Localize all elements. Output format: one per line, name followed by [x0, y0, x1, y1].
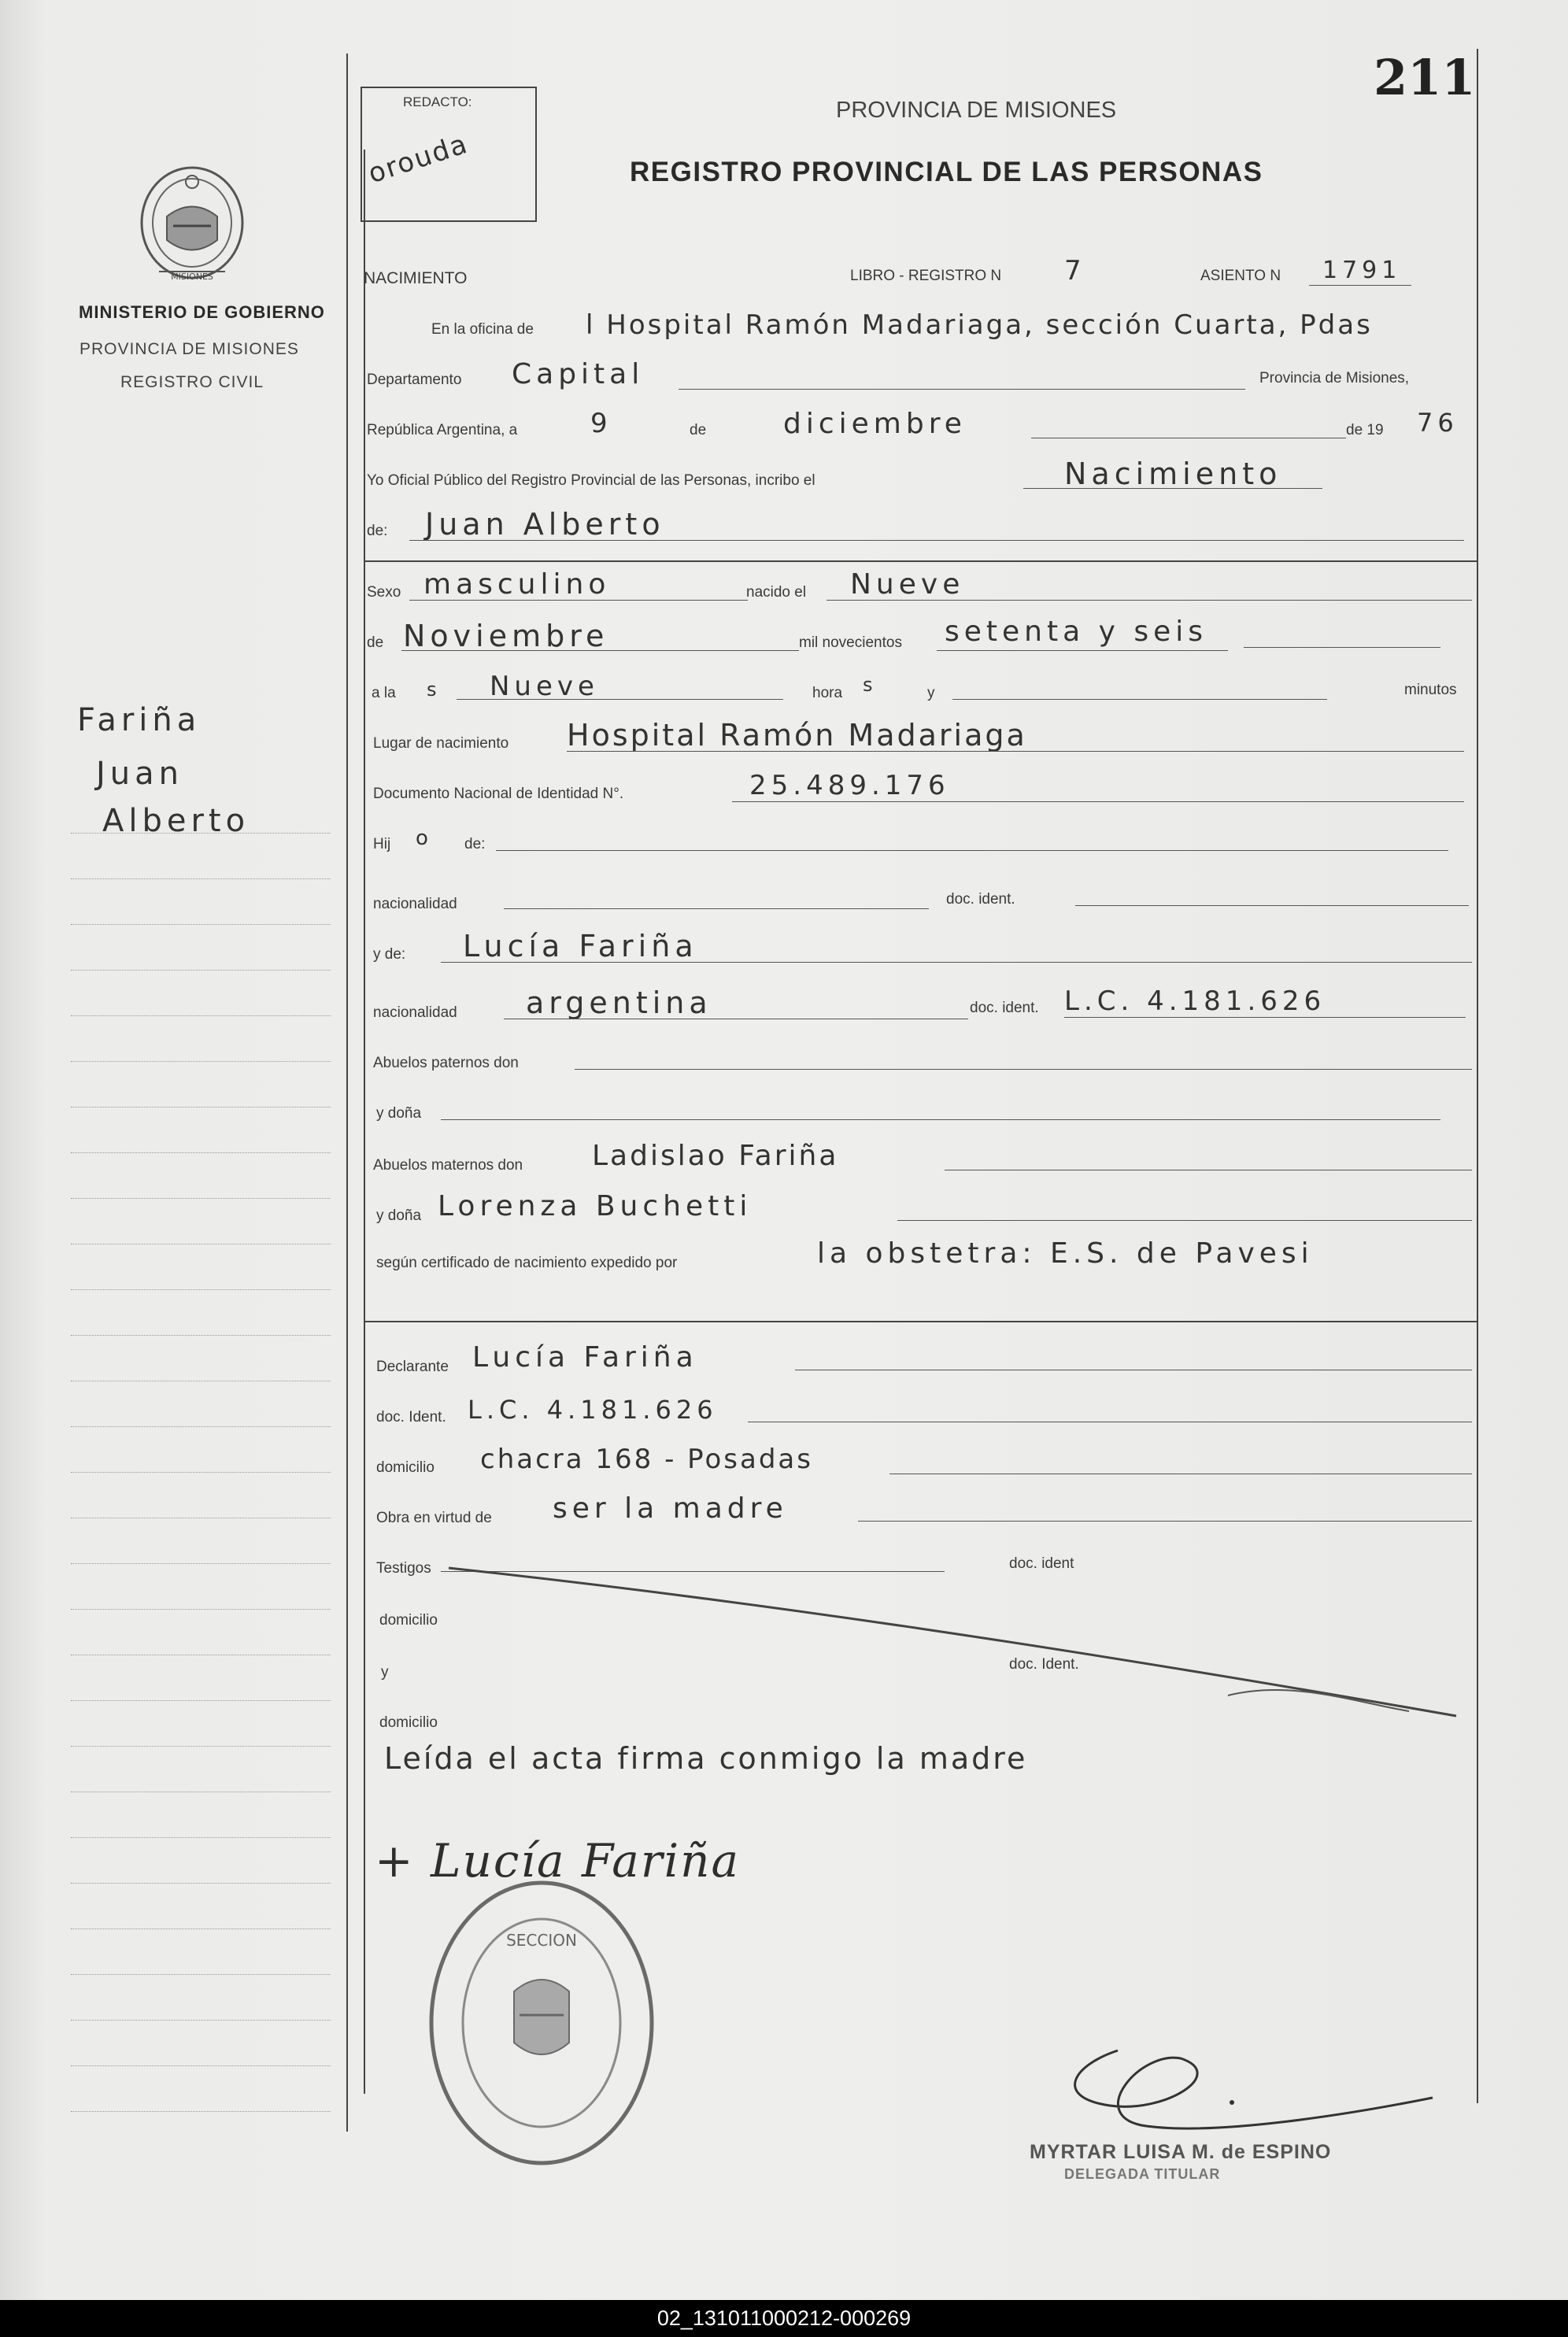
margin-second-name: Alberto: [102, 803, 250, 839]
redacto-box: [361, 87, 537, 222]
nacido-value: Nueve: [850, 568, 965, 601]
abuelos-mat-label: Abuelos maternos don: [373, 1157, 523, 1174]
declarante-label: Declarante: [376, 1359, 449, 1375]
hijo-de-label: de:: [464, 836, 486, 852]
left-margin-rule: [346, 54, 348, 2132]
obra-value: ser la madre: [553, 1492, 788, 1525]
ministry-province: PROVINCIA DE MISIONES: [80, 340, 299, 358]
nombre-value: Juan Alberto: [425, 507, 665, 542]
asiento-value: 1791: [1322, 257, 1402, 284]
oficina-label: En la oficina de: [431, 321, 534, 338]
lugar-value: Hospital Ramón Madariaga: [567, 718, 1027, 752]
hijo-label: Hij: [373, 836, 391, 852]
province-heading: PROVINCIA DE MISIONES: [836, 98, 1117, 123]
de-mes-label: de: [367, 634, 384, 651]
nacionalidad-label: nacionalidad: [373, 896, 457, 912]
mil-label: mil novecientos: [799, 634, 902, 651]
redacto-label: REDACTO:: [403, 94, 472, 109]
abuela-mat-value: Lorenza Buchetti: [438, 1190, 753, 1222]
dni-label: Documento Nacional de Identidad N°.: [373, 786, 624, 802]
alas-label: a la: [372, 685, 396, 701]
nacido-mes-value: Noviembre: [403, 619, 609, 653]
official-name: MYRTAR LUISA M. de ESPINO: [1030, 2141, 1332, 2163]
form-right-rule: [1477, 49, 1478, 2103]
stamp-section: SECCION: [506, 1931, 577, 1950]
scan-id-footer: 02_131011000212-000269: [0, 2300, 1568, 2337]
domicilio-label: domicilio: [376, 1459, 435, 1476]
redacto-value: orouda: [364, 128, 472, 190]
abuelos-pat-label: Abuelos paternos don: [373, 1055, 519, 1071]
y-label: y: [927, 685, 935, 701]
obra-label: Obra en virtud de: [376, 1510, 492, 1526]
sexo-label: Sexo: [367, 584, 401, 601]
docident4-label: doc. ident: [1009, 1555, 1074, 1572]
departamento-value: Capital: [512, 358, 645, 390]
mes-value: diciembre: [783, 408, 967, 440]
hora-s: s: [863, 674, 878, 696]
provincia-label: Provincia de Misiones,: [1259, 370, 1410, 386]
coat-of-arms-emblem: [135, 161, 250, 283]
libro-value: 7: [1064, 255, 1086, 287]
segun-label: según certificado de nacimiento expedido por: [376, 1255, 678, 1271]
docident2-value: L.C. 4.181.626: [1064, 985, 1326, 1017]
section-divider-1: [364, 560, 1477, 562]
de-nombre-label: de:: [367, 523, 388, 539]
hora-label: hora: [812, 685, 843, 701]
de-label: de: [690, 422, 707, 438]
anio-label: de 19: [1346, 422, 1384, 438]
nacimiento-label: NACIMIENTO: [364, 269, 468, 287]
leida-note: Leída el acta firma conmigo la madre: [384, 1741, 1028, 1776]
alas-s: s: [427, 679, 442, 701]
madre-value: Lucía Fariña: [463, 929, 698, 963]
docident3-value: L.C. 4.181.626: [468, 1395, 718, 1425]
docident-label: doc. ident.: [946, 891, 1015, 908]
minutos-label: minutos: [1404, 682, 1457, 698]
docident3-label: doc. Ident.: [376, 1409, 446, 1425]
domicilio-value: chacra 168 - Posadas: [480, 1444, 813, 1475]
oficial-value: Nacimiento: [1064, 457, 1282, 491]
crossout-stroke: [441, 1562, 1464, 1727]
mother-signature: + Lucía Fariña: [375, 1834, 741, 1888]
yde-label: y de:: [373, 946, 406, 963]
page-number: 211: [1374, 49, 1476, 106]
domicilio3-label: domicilio: [379, 1714, 438, 1731]
official-signature: [1023, 2027, 1464, 2145]
official-title: DELEGADA TITULAR: [1064, 2166, 1221, 2182]
docident2-label: doc. ident.: [970, 1000, 1039, 1016]
ydona-label: y doña: [376, 1105, 422, 1122]
hijo-o: o: [416, 826, 433, 850]
republica-label: República Argentina, a: [367, 422, 518, 438]
ministry-heading: MINISTERIO DE GOBIERNO: [79, 302, 325, 322]
docident5-label: doc. Ident.: [1009, 1656, 1079, 1673]
margin-first-name: Juan: [96, 756, 184, 792]
emblem-caption: MISIONES: [171, 272, 213, 282]
official-stamp: [423, 1873, 660, 2172]
anio-value: 76: [1417, 408, 1459, 438]
form-left-rule: [364, 150, 365, 2094]
oficial-label: Yo Oficial Público del Registro Provincial de las Personas, incribo el: [367, 472, 815, 489]
testigos-label: Testigos: [376, 1560, 431, 1577]
nacionalidad2-value: argentina: [526, 985, 712, 1020]
y2-label: y: [381, 1664, 389, 1681]
ydona2-label: y doña: [376, 1207, 422, 1224]
registry-title: REGISTRO PROVINCIAL DE LAS PERSONAS: [630, 157, 1263, 187]
mil-value: setenta y seis: [945, 616, 1208, 648]
nacionalidad2-label: nacionalidad: [373, 1004, 457, 1021]
oficina-value: l Hospital Ramón Madariaga, sección Cuarta, Pdas: [586, 309, 1373, 341]
libro-label: LIBRO - REGISTRO N: [850, 268, 1002, 284]
abuelo-mat-value: Ladislao Fariña: [592, 1140, 839, 1172]
asiento-label: ASIENTO N: [1200, 268, 1281, 284]
declarante-value: Lucía Fariña: [472, 1341, 698, 1374]
dni-value: 25.489.176: [749, 770, 950, 801]
sexo-value: masculino: [423, 568, 611, 601]
alas-value: Nueve: [490, 671, 599, 702]
domicilio2-label: domicilio: [379, 1612, 438, 1629]
dia-value: 9: [590, 408, 612, 439]
lugar-label: Lugar de nacimiento: [373, 735, 509, 752]
nacido-label: nacido el: [746, 584, 807, 601]
segun-value: la obstetra: E.S. de Pavesi: [817, 1237, 1314, 1270]
departamento-label: Departamento: [367, 372, 462, 388]
margin-surname: Fariña: [77, 702, 202, 738]
section-divider-2: [364, 1321, 1477, 1322]
ministry-civil-registry: REGISTRO CIVIL: [120, 373, 264, 391]
